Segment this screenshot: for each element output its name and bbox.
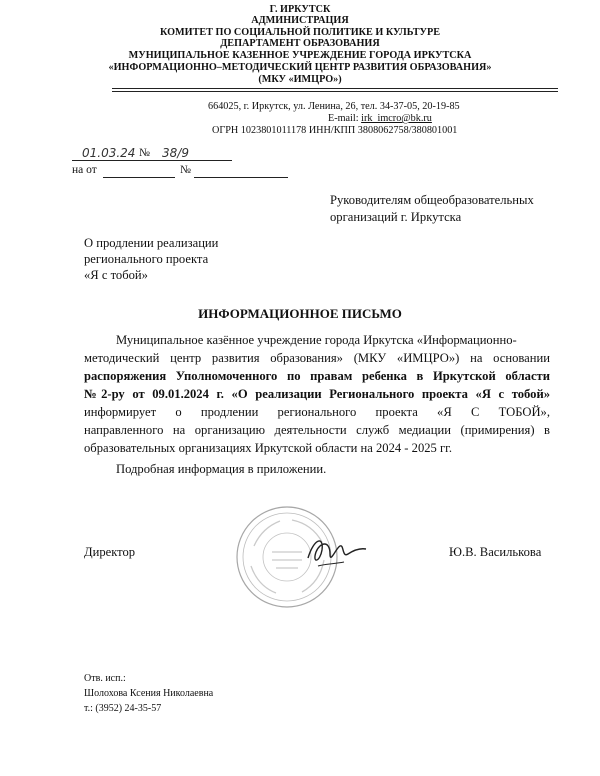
email-label: E-mail:	[328, 113, 362, 124]
signer-role: Директор	[84, 545, 136, 559]
header-divider-top	[112, 88, 558, 89]
outgoing-line-1	[72, 160, 232, 161]
header-email-line	[328, 113, 432, 125]
executor-phone: т.: (3952) 24-35-57	[84, 703, 162, 714]
incoming-number-label: №	[180, 164, 191, 176]
outgoing-handwritten-number: 38/9	[162, 146, 189, 160]
body-paragraph-2: Подробная информация в приложении.	[116, 462, 327, 476]
header-address: 664025, г. Иркутск, ул. Ленина, 26, тел. 34-37-05, 20-19-85	[208, 101, 460, 112]
header-divider-bottom	[112, 91, 558, 92]
body-line-2: методический центр развития образования» (МКУ «ИМЦРО») на основании	[84, 351, 550, 365]
header-committee: КОМИТЕТ ПО СОЦИАЛЬНОЙ ПОЛИТИКЕ И КУЛЬТУРЕ	[160, 27, 440, 38]
body-line-6: направленного на организацию деятельности служб медиации (примирения) в	[84, 423, 550, 437]
outgoing-handwritten-date: 01.03.24	[82, 146, 136, 160]
incoming-date-label: на от	[72, 164, 97, 176]
header-department: ДЕПАРТАМЕНТ ОБРАЗОВАНИЯ	[220, 38, 380, 49]
subject-line-3: «Я с тобой»	[84, 268, 148, 282]
subject-line-2: регионального проекта	[84, 252, 209, 266]
body-line-5: информирует о продлении регионального проекта «Я С ТОБОЙ»,	[84, 405, 550, 419]
email-link[interactable]: irk_imcro@bk.ru	[361, 113, 432, 124]
header-administration: АДМИНИСТРАЦИЯ	[251, 15, 349, 26]
header-ogrn: ОГРН 1023801011178 ИНН/КПП 3808062758/380801001	[212, 125, 458, 136]
body-line-7: образовательных организациях Иркутской области на 2024 - 2025 гг.	[84, 441, 453, 455]
addressee-line-1: Руководителям общеобразовательных	[330, 193, 534, 207]
header-center-name: «ИНФОРМАЦИОННО–МЕТОДИЧЕСКИЙ ЦЕНТР РАЗВИТИЯ ОБРАЗОВАНИЯ»	[108, 62, 492, 73]
addressee-line-2: организаций г. Иркутска	[330, 210, 462, 224]
header-institution: МУНИЦИПАЛЬНОЕ КАЗЕННОЕ УЧРЕЖДЕНИЕ ГОРОДА ИРКУТСКА	[128, 50, 472, 61]
outgoing-number-label: №	[139, 147, 150, 159]
subject-line-1: О продлении реализации	[84, 236, 219, 250]
header-short-name: (МКУ «ИМЦРО»)	[258, 74, 342, 85]
body-line-4: №2-ру от 09.01.2024 г. «О реализации Регионального проекта «Я с тобой»	[84, 387, 550, 401]
executor-name: Шолохова Ксения Николаевна	[84, 688, 214, 699]
body-line-1: Муниципальное казённое учреждение города Иркутска «Информационно-	[116, 333, 517, 347]
body-line-3: распоряжения Уполномоченного по правам ребенка в Иркутской области	[84, 369, 550, 383]
handwritten-signature	[300, 528, 370, 574]
executor-label: Отв. исп.:	[84, 673, 126, 684]
incoming-number-line	[194, 177, 288, 178]
signer-name: Ю.В. Василькова	[449, 545, 542, 559]
letter-title: ИНФОРМАЦИОННОЕ ПИСЬМО	[198, 306, 402, 321]
header-city: Г. ИРКУТСК	[269, 4, 331, 15]
incoming-date-line	[103, 177, 175, 178]
